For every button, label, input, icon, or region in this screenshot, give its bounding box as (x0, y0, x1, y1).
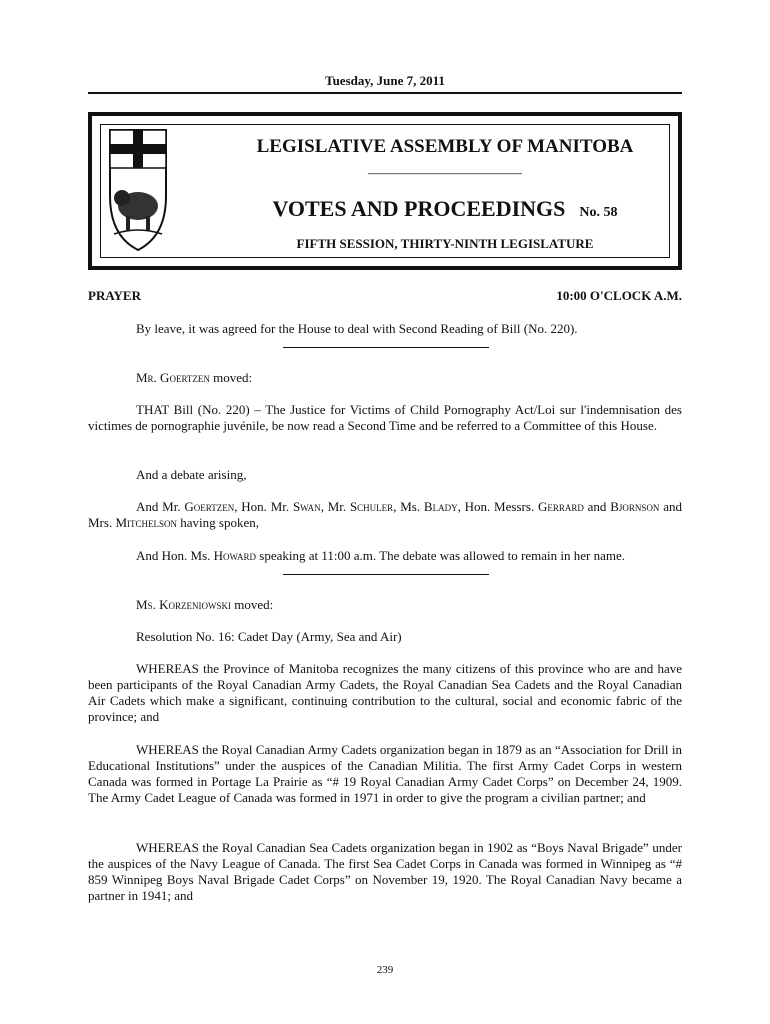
speakers-text: And Mr. (136, 499, 185, 514)
speaker-name: Blady (423, 499, 458, 514)
votes-title: VOTES AND PROCEEDINGS (272, 196, 566, 221)
assembly-title: LEGISLATIVE ASSEMBLY OF MANITOBA (256, 136, 634, 157)
prayer-time: 10:00 O'CLOCK A.M. (556, 288, 682, 303)
moved-text: moved: (230, 597, 274, 612)
speakers-text: and Mrs. (88, 499, 682, 530)
speaker-name: Schuler (349, 499, 394, 514)
moved-text: moved: (209, 370, 253, 385)
paragraph-leave: By leave, it was agreed for the House to deal with Second Reading of Bill (No. 220). (136, 321, 578, 336)
speakers-text: , Hon. Mr. (234, 499, 293, 514)
speaker-name: Mitchelson (115, 515, 178, 530)
paragraph-resolution-16: Resolution No. 16: Cadet Day (Army, Sea and Air) (136, 629, 402, 644)
howard-text: And Hon. Ms. (136, 548, 214, 563)
howard-text: speaking at 11:00 a.m. The debate was allowed to remain in her name. (256, 548, 625, 563)
speakers-text: , Hon. Messrs. (457, 499, 538, 514)
paragraph-whereas-1: WHEREAS the Province of Manitoba recognizes the many citizens of this province who are and have been participants of the Royal Canadian Army Cadets, the Royal Canadian Sea Cadets and the Royal Canadian Air Cadets which make a significant, continuing contribution to the cultural, social and economic fabric of the province; and (88, 661, 682, 724)
speaker-name: Howard (213, 548, 257, 563)
mover-name: Ms. Korzeniowski (136, 597, 231, 612)
header-box (88, 112, 682, 270)
paragraph-speakers (88, 499, 682, 531)
page-number: 239 (376, 964, 394, 976)
paragraph-howard-speaking (88, 548, 682, 564)
speaker-name: Goertzen (184, 499, 235, 514)
paragraph-bill-220: THAT Bill (No. 220) – The Justice for Victims of Child Pornography Act/Loi sur l'indemnisation des victimes de pornographie juvénile, be now read a Second Time and be referred to a Committee of this House. (88, 402, 682, 433)
speaker-name: Bjornson (610, 499, 660, 514)
document-title (92, 196, 678, 222)
paragraph-debate-arising: And a debate arising, (136, 467, 247, 482)
speakers-text: having spoken, (177, 515, 259, 530)
separator-1 (283, 347, 489, 348)
issue-number: No. 58 (579, 205, 618, 220)
mover-name: Mr. Goertzen (136, 370, 210, 385)
paragraph-goertzen-moved (88, 370, 682, 386)
date-rule (88, 92, 682, 94)
speakers-text: and (583, 499, 611, 514)
prayer-row (88, 288, 682, 304)
paragraph-whereas-2: WHEREAS the Royal Canadian Army Cadets organization began in 1879 as an “Association for Drill in Educational Institutions” under the auspices of the Canadian Militia. The first Army Cadet Corps in western Canada was formed in Portage La Prairie as “# 19 Royal Canadian Army Cadet Corps” on December 24, 1909. The Army Cadet League of Canada was formed in 1971 in order to give the program a civilian partner; and (88, 742, 682, 805)
speaker-name: Gerrard (537, 499, 584, 514)
speaker-name: Swan (292, 499, 321, 514)
title-divider: ——————————— (368, 166, 522, 181)
speakers-text: , Mr. (320, 499, 350, 514)
paragraph-whereas-3: WHEREAS the Royal Canadian Sea Cadets organization began in 1902 as “Boys Naval Brigade” under the auspices of the Navy League of Canada. The first Sea Cadet Corps in Canada was formed in Winnipeg as “# 859 Winnipeg Boys Naval Brigade Cadet Corps” on November 19, 1920. The Royal Canadian Navy became a partner in 1941; and (88, 840, 682, 903)
prayer-label: PRAYER (88, 288, 141, 303)
session-line: FIFTH SESSION, THIRTY-NINTH LEGISLATURE (296, 236, 594, 251)
speakers-text: , Ms. (393, 499, 424, 514)
separator-2 (283, 574, 489, 575)
date-line: Tuesday, June 7, 2011 (325, 73, 445, 88)
paragraph-korzeniowski-moved (88, 597, 682, 613)
